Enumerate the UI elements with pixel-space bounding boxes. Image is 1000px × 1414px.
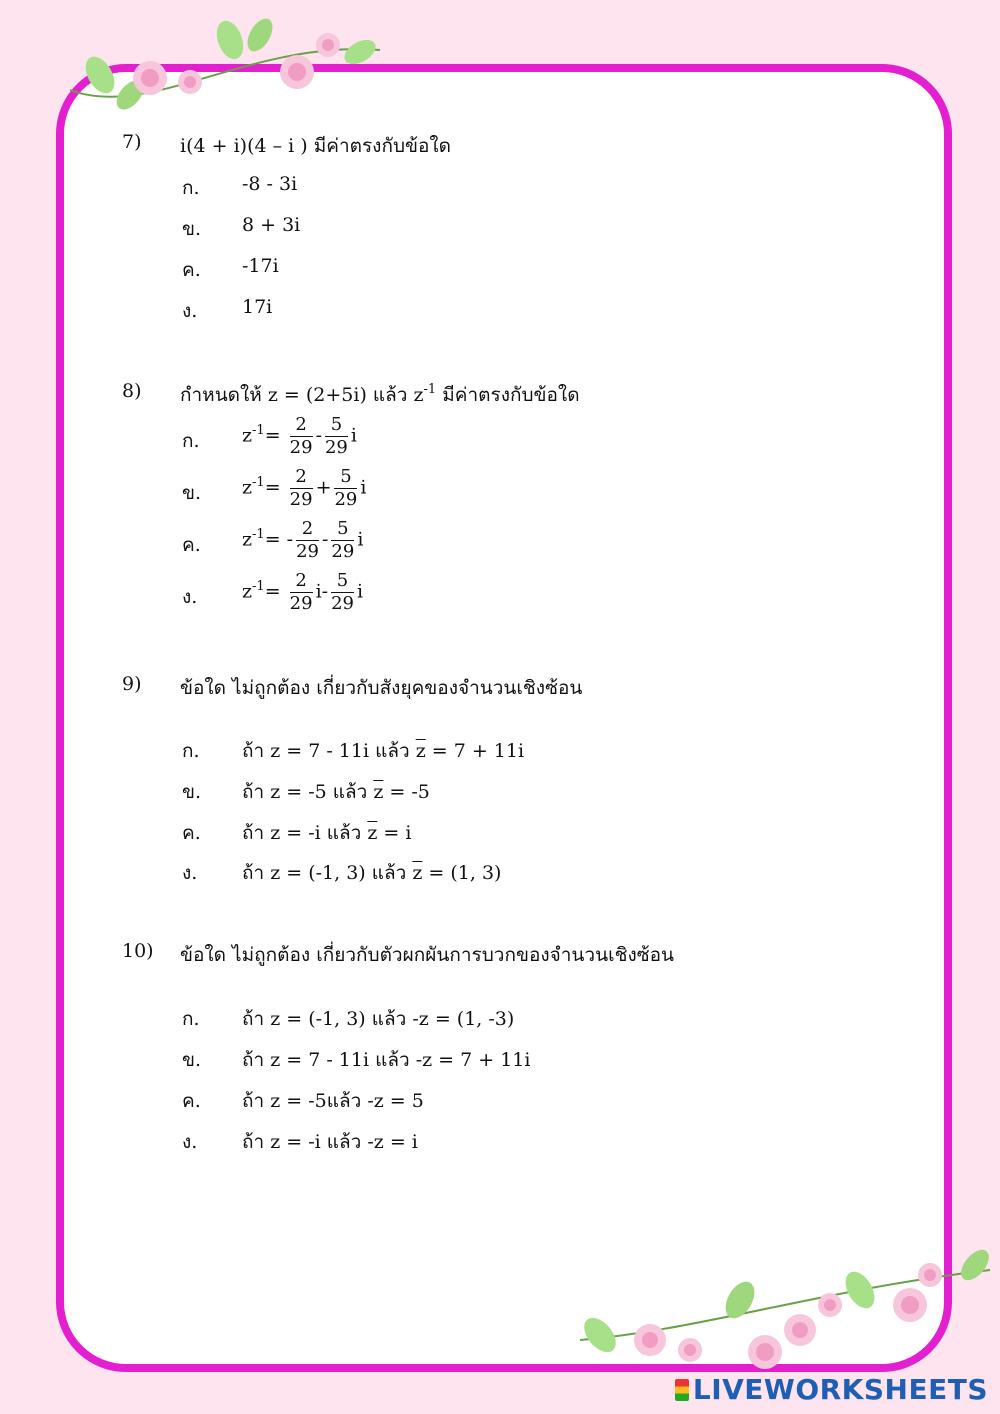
option-label: ก.: [182, 740, 200, 762]
option-value: ถ้า z = 7 - 11i แล้ว $\overline{z} = 7 + 11i$: [242, 740, 525, 762]
option-value: ถ้า z = -5 แล้ว $\overline{z} = -5$: [242, 781, 430, 803]
question-text: ข้อใด ไม่ถูกต้อง เกี่ยวกับตัวผกผันการบวกของจำนวนเชิงซ้อน: [180, 944, 675, 966]
option-value: 8 + 3i: [242, 214, 301, 236]
question-number: 10): [122, 940, 154, 962]
option-value: ถ้า z = -i แล้ว -z = i: [242, 1131, 418, 1153]
option-value: ถ้า z = 7 - 11i แล้ว -z = 7 + 11i: [242, 1049, 531, 1071]
option-label: ง.: [182, 586, 198, 608]
question-text: i(4 + i)(4 – i ) มีค่าตรงกับข้อใด: [180, 135, 452, 157]
question-text: ข้อใด ไม่ถูกต้อง เกี่ยวกับสังยุคของจำนวนเชิงซ้อน: [180, 677, 583, 699]
option-value: ถ้า z = -5แล้ว -z = 5: [242, 1090, 424, 1112]
option-label: ก.: [182, 177, 200, 199]
option-label: ง.: [182, 862, 198, 884]
option-label: ง.: [182, 1131, 198, 1153]
option-label: ข.: [182, 482, 202, 504]
option-label: ข.: [182, 218, 202, 240]
option-value: 17i: [242, 296, 273, 318]
option-value: -8 - 3i: [242, 173, 298, 195]
option-value: ถ้า z = (-1, 3) แล้ว $\overline{z} = (1$, 3): [242, 862, 502, 884]
option-formula: $z^{-1}=$ $\frac{2}{29}$ - $\frac{5}{29}$ i: [242, 414, 357, 458]
option-label: ค.: [182, 1090, 201, 1112]
option-formula: $z^{-1}=$ $\frac{2}{29}$ i- $\frac{5}{29}$ i: [242, 570, 364, 614]
option-label: ค.: [182, 259, 201, 281]
option-label: ก.: [182, 430, 200, 452]
option-label: ข.: [182, 781, 202, 803]
option-label: ค.: [182, 822, 201, 844]
option-value: -17i: [242, 255, 279, 277]
option-label: ค.: [182, 534, 201, 556]
option-label: ง.: [182, 300, 198, 322]
logo-icon: [675, 1379, 689, 1401]
question-number: 9): [122, 673, 142, 695]
option-formula: $z^{-1}=$ - $\frac{2}{29}$ - $\frac{5}{29}$ i: [242, 518, 364, 562]
option-value: ถ้า z = (-1, 3) แล้ว -z = (1, -3): [242, 1008, 515, 1030]
question-number: 7): [122, 131, 142, 153]
liveworksheets-logo: LIVEWORKSHEETS: [675, 1373, 988, 1406]
question-text: กำหนดให้ z = (2+5i) แล้ว $z^{-1}$ มีค่าตรงกับข้อใด: [180, 382, 580, 406]
question-number: 8): [122, 380, 142, 402]
option-value: ถ้า z = -i แล้ว $\overline{z} = i$: [242, 822, 412, 844]
option-formula: $z^{-1}=$ $\frac{2}{29}$ + $\frac{5}{29}$ i: [242, 466, 367, 510]
option-label: ก.: [182, 1008, 200, 1030]
option-label: ข.: [182, 1049, 202, 1071]
